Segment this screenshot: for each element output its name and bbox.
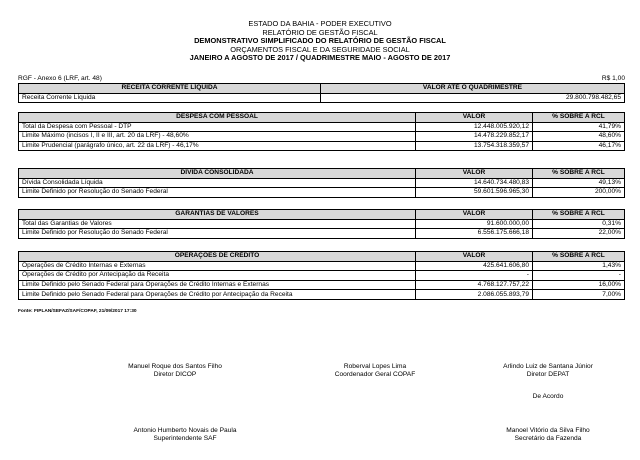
row-pct: 0,31% <box>533 219 625 229</box>
receita-header-row <box>19 84 625 94</box>
table-row <box>19 178 625 188</box>
header-line-1: ESTADO DA BAHIA - PODER EXECUTIVO <box>248 19 392 28</box>
signature-role: Coordenador Geral COPAF <box>334 371 416 378</box>
row-pct: - <box>533 271 625 281</box>
header-line-4: ORÇAMENTOS FISCAL E DA SEGURIDADE SOCIAL <box>230 44 410 54</box>
table-row <box>19 132 625 142</box>
despesa-table <box>18 112 625 151</box>
table-row <box>19 280 625 290</box>
despesa-col-1: DESPESA COM PESSOAL <box>19 113 416 123</box>
meta-line <box>18 75 625 82</box>
row-label: Limite Máximo (incisos I, II e III, art. 20 da LRF) - 48,60% <box>19 132 416 142</box>
row-value: 12.448.005.920,12 <box>416 122 533 132</box>
annex-label: RGF - Anexo 6 (LRF, art. 48) <box>18 75 102 82</box>
row-value: 59.601.596.965,30 <box>416 188 533 198</box>
row-value: 13.754.318.359,57 <box>416 141 533 151</box>
row-value: 91.600.000,00 <box>416 219 533 229</box>
row-label: Operações de Crédito por Antecipação da Receita <box>19 271 416 281</box>
row-label: Limite Definido por Resolução do Senado Federal <box>19 188 416 198</box>
row-label: Limite Definido por Resolução do Senado Federal <box>19 229 416 239</box>
signature-block <box>468 363 628 379</box>
row-value: 29.800.798.482,65 <box>321 93 625 103</box>
row-pct: 16,00% <box>533 280 625 290</box>
row-label: Limite Prudencial (parágrafo único, art. 22 da LRF) - 46,17% <box>19 141 416 151</box>
signature-name: Roberval Lopes Lima <box>343 363 407 370</box>
row-label: Limite Definido pelo Senado Federal para Operações de Crédito por Antecipação da Receita <box>19 290 416 300</box>
operacoes-col-3: % SOBRE A RCL <box>533 252 625 262</box>
receita-col-2: VALOR ATÉ O QUADRIMESTRE <box>321 84 625 94</box>
report-header <box>0 20 640 63</box>
table-row <box>19 229 625 239</box>
row-label: Total da Despesa com Pessoal - DTP <box>19 122 416 132</box>
table-row <box>19 141 625 151</box>
despesa-header-row <box>19 113 625 123</box>
divida-col-2: VALOR <box>416 169 533 179</box>
signature-role: Superintendente SAF <box>153 435 217 442</box>
source-note: Fonte: FIPLAN/SEFAZ/SAF/COPAF, 21/09/2017 17:30 <box>18 309 137 314</box>
currency-unit: R$ 1,00 <box>601 75 625 82</box>
table-row <box>19 122 625 132</box>
row-value: 6.556.175.666,18 <box>416 229 533 239</box>
row-value: 14.640.734.480,83 <box>416 178 533 188</box>
row-pct: 22,00% <box>533 229 625 239</box>
garantias-col-1: GARANTIAS DE VALORES <box>19 210 416 220</box>
table-row <box>19 290 625 300</box>
garantias-table <box>18 209 625 239</box>
table-row <box>19 93 625 103</box>
divida-col-3: % SOBRE A RCL <box>533 169 625 179</box>
garantias-col-2: VALOR <box>416 210 533 220</box>
row-pct: 200,00% <box>533 188 625 198</box>
signature-name: Manuel Roque dos Santos Filho <box>128 363 222 370</box>
divida-col-1: DÍVIDA CONSOLIDADA <box>19 169 416 179</box>
operacoes-col-2: VALOR <box>416 252 533 262</box>
row-label: Limite Definido pelo Senado Federal para Operações de Crédito Internas e Externas <box>19 280 416 290</box>
de-acordo-label: De Acordo <box>532 393 564 400</box>
signature-role: Secretário da Fazenda <box>514 435 582 442</box>
signature-role: Diretor DICOP <box>153 371 197 378</box>
table-row <box>19 188 625 198</box>
row-label: Total das Garantias de Valores <box>19 219 416 229</box>
row-label: Operações de Crédito Internas e Externas <box>19 261 416 271</box>
signature-block <box>300 363 450 379</box>
row-label: Dívida Consolidada Líquida <box>19 178 416 188</box>
row-pct: 1,43% <box>533 261 625 271</box>
despesa-col-2: VALOR <box>416 113 533 123</box>
signature-block <box>100 427 270 443</box>
signature-name: Antonio Humberto Novais de Paula <box>133 427 237 434</box>
row-value: 14.478.229.852,17 <box>416 132 533 142</box>
row-label: Receita Corrente Líquida <box>19 93 321 103</box>
row-pct: 41,79% <box>533 122 625 132</box>
header-line-2: RELATÓRIO DE GESTÃO FISCAL <box>262 27 378 37</box>
header-line-3: DEMONSTRATIVO SIMPLIFICADO DO RELATÓRIO DE GESTÃO FISCAL <box>194 36 446 46</box>
divida-table <box>18 168 625 198</box>
despesa-col-3: % SOBRE A RCL <box>533 113 625 123</box>
receita-col-1: RECEITA CORRENTE LÍQUIDA <box>19 84 321 94</box>
table-row <box>19 271 625 281</box>
garantias-col-3: % SOBRE A RCL <box>533 210 625 220</box>
operacoes-header-row <box>19 252 625 262</box>
table-row <box>19 261 625 271</box>
operacoes-col-1: OPERAÇÕES DE CRÉDITO <box>19 252 416 262</box>
signature-name: Arlindo Luiz de Santana Júnior <box>503 363 593 370</box>
signature-role: Diretor DEPAT <box>526 371 570 378</box>
garantias-header-row <box>19 210 625 220</box>
divida-header-row <box>19 169 625 179</box>
row-value: 4.768.127.757,22 <box>416 280 533 290</box>
row-pct: 7,00% <box>533 290 625 300</box>
row-pct: 48,60% <box>533 132 625 142</box>
table-row <box>19 219 625 229</box>
row-value: 425.641.606,80 <box>416 261 533 271</box>
row-pct: 49,13% <box>533 178 625 188</box>
operacoes-table <box>18 251 625 300</box>
row-value: 2.086.055.893,79 <box>416 290 533 300</box>
row-value: - <box>416 271 533 281</box>
signature-block <box>468 427 628 443</box>
row-pct: 46,17% <box>533 141 625 151</box>
signature-block <box>100 363 250 379</box>
header-line-5: JANEIRO A AGOSTO DE 2017 / QUADRIMESTRE MAIO - AGOSTO DE 2017 <box>189 53 451 63</box>
signature-name: Manoel Vitório da Silva Filho <box>506 427 590 434</box>
receita-table <box>18 83 625 103</box>
